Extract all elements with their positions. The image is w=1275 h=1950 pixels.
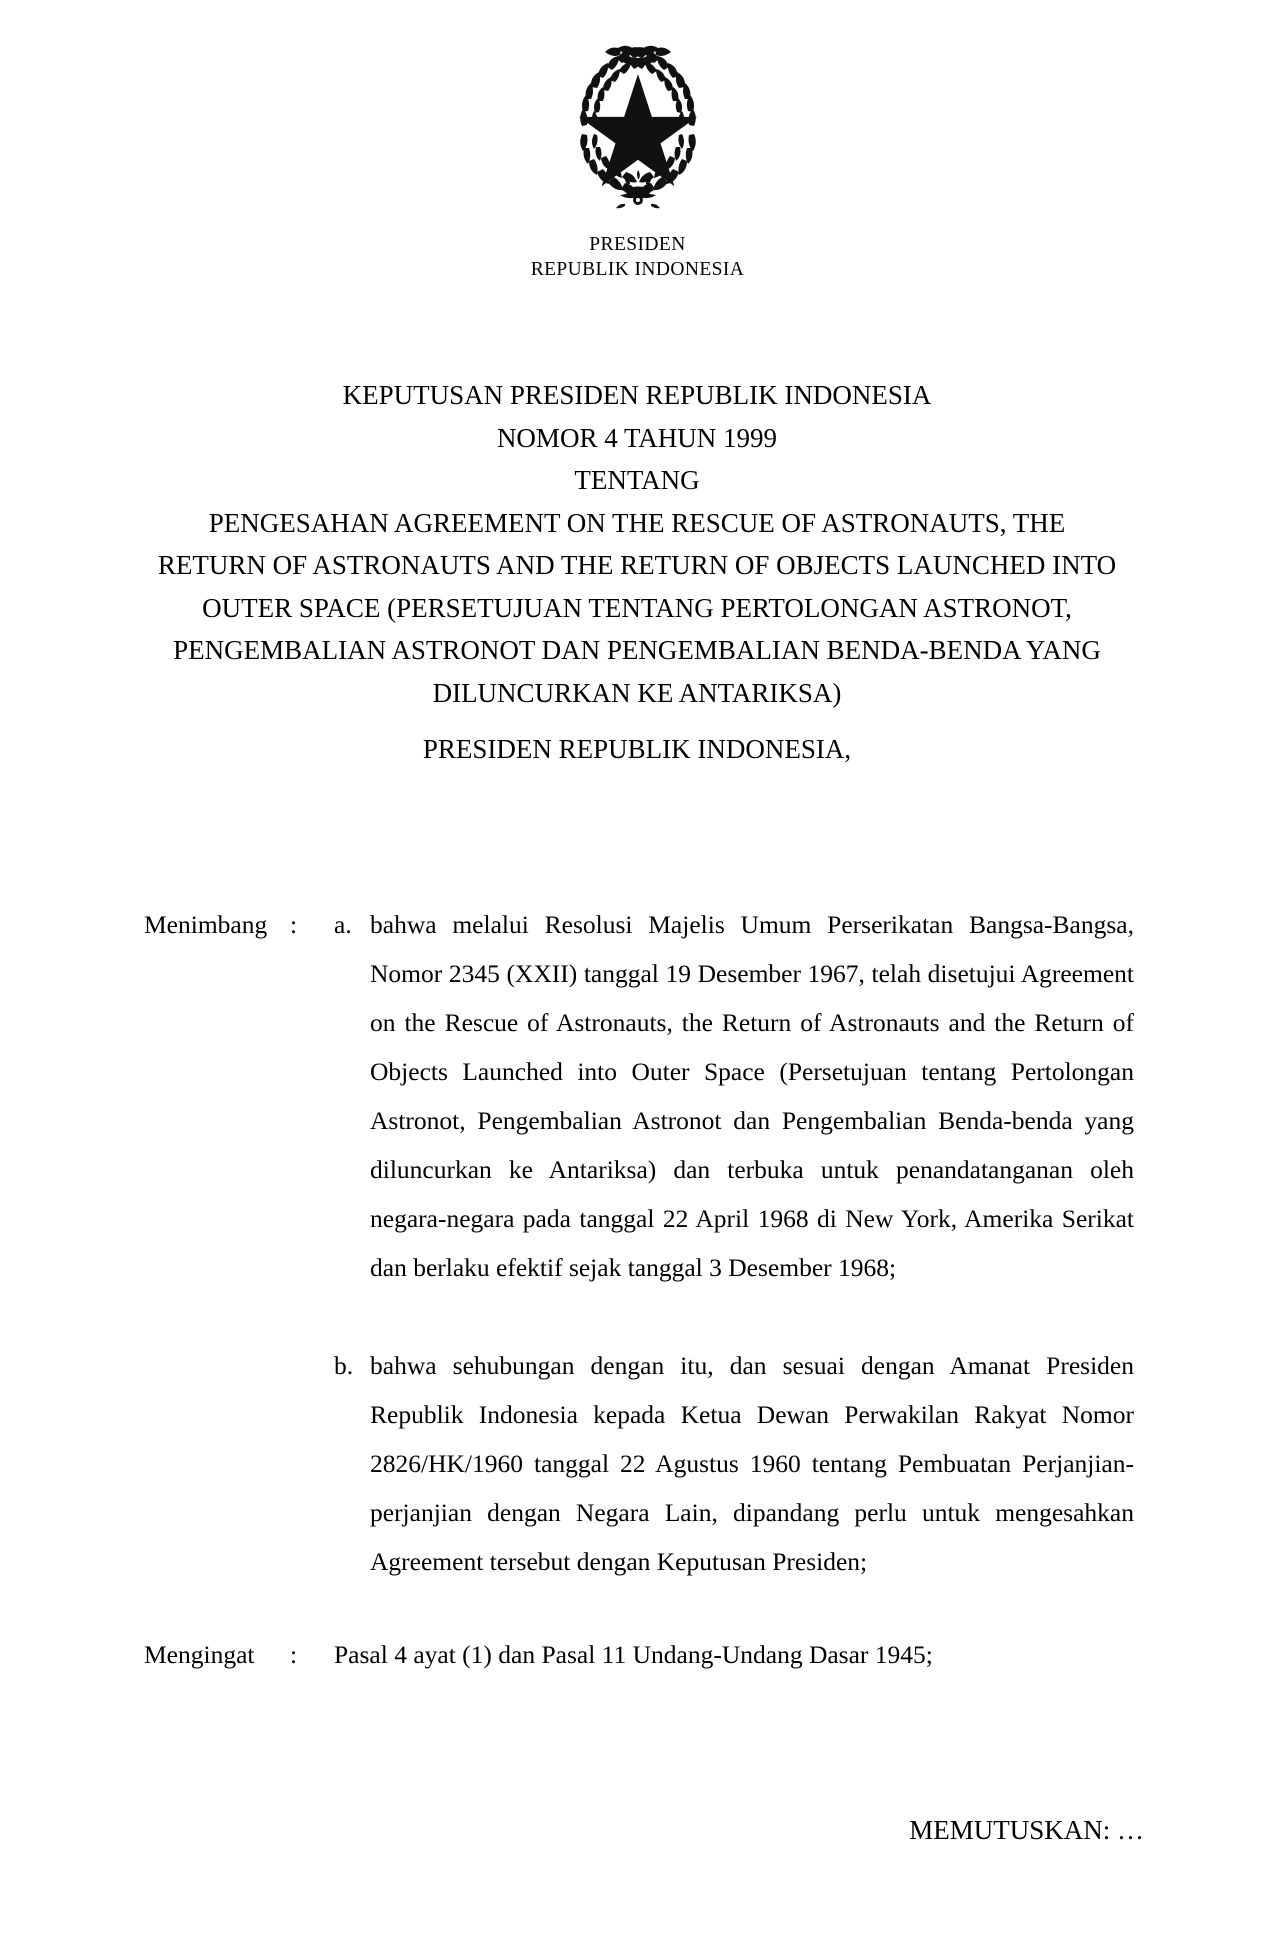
considering-item-b-text: bahwa sehubungan dengan itu, dan sesuai dengan Amanat Presiden Republik Indonesia kepada Ketua Dewan Perwakilan Rakyat Nomor 2826/HK/1960 tanggal 22 Agustus 1960 tentang Pembuatan Perjanjian-perjanjian dengan Negara Lain, dipandang perlu untuk mengesahkan Agreement tersebut dengan Keputusan Presiden; <box>370 1351 1134 1576</box>
enacting-authority: PRESIDEN REPUBLIK INDONESIA, <box>422 734 852 764</box>
considering-item-spacer <box>334 1292 1134 1341</box>
recalling-text: Pasal 4 ayat (1) dan Pasal 11 Undang-Undang Dasar 1945; <box>334 1640 933 1669</box>
page-continuation-note: MEMUTUSKAN: … <box>909 1815 1144 1845</box>
recalling-row <box>144 1630 1134 1679</box>
title-line-about: TENTANG <box>574 465 700 495</box>
title-subject-line-5: DILUNCURKAN KE ANTARIKSA) <box>432 677 842 708</box>
considering-label: Menimbang <box>144 910 268 939</box>
considering-item-a <box>334 900 1134 1292</box>
considering-colon: : <box>290 910 298 939</box>
indonesia-presidential-star-wreath-emblem-icon <box>565 38 711 216</box>
title-subject-line-3: OUTER SPACE (PERSETUJUAN TENTANG PERTOLONGAN ASTRONOT, <box>202 592 1072 623</box>
emblem-caption <box>0 232 1275 282</box>
considering-row <box>144 900 1134 1586</box>
considering-item-a-marker: a. <box>334 910 352 939</box>
recalling-colon: : <box>290 1640 298 1669</box>
recalling-label: Mengingat <box>144 1640 255 1669</box>
title-subject-line-4: PENGEMBALIAN ASTRONOT DAN PENGEMBALIAN BENDA-BENDA YANG <box>173 635 1101 665</box>
title-line-number: NOMOR 4 TAHUN 1999 <box>496 422 778 453</box>
document-title-block <box>112 374 1162 714</box>
considering-item-a-text: bahwa melalui Resolusi Majelis Umum Perserikatan Bangsa-Bangsa, Nomor 2345 (XXII) tanggal 19 Desember 1967, telah disetujui Agreement on the Rescue of Astronauts, the Return of Astronauts and the Return of Objects Launched into Outer Space (Persetujuan tentang Pertolongan Astronot, Pengembalian Astronot dan Pengembalian Benda-benda yang diluncurkan ke Antariksa) dan terbuka untuk penandatanganan oleh negara-negara pada tanggal 22 April 1968 di New York, Amerika Serikat dan berlaku efektif sejak tanggal 3 Desember 1968; <box>370 910 1134 1282</box>
recalling-clause <box>144 1630 1134 1679</box>
considering-item-b <box>334 1341 1134 1586</box>
emblem-caption-line-2: REPUBLIK INDONESIA <box>530 259 745 280</box>
title-subject-line-1: PENGESAHAN AGREEMENT ON THE RESCUE OF ASTRONAUTS, THE <box>208 507 1066 538</box>
considering-item-b-marker: b. <box>334 1351 354 1380</box>
considering-items <box>334 900 1134 1586</box>
emblem-caption-line-1: PRESIDEN <box>589 234 686 255</box>
emblem-container <box>0 38 1275 221</box>
title-subject-line-2: RETURN OF ASTRONAUTS AND THE RETURN OF OBJECTS LAUNCHED INTO <box>157 550 1117 580</box>
considering-clause <box>144 900 1134 1586</box>
title-line-decree-type: KEPUTUSAN PRESIDEN REPUBLIK INDONESIA <box>342 380 932 410</box>
